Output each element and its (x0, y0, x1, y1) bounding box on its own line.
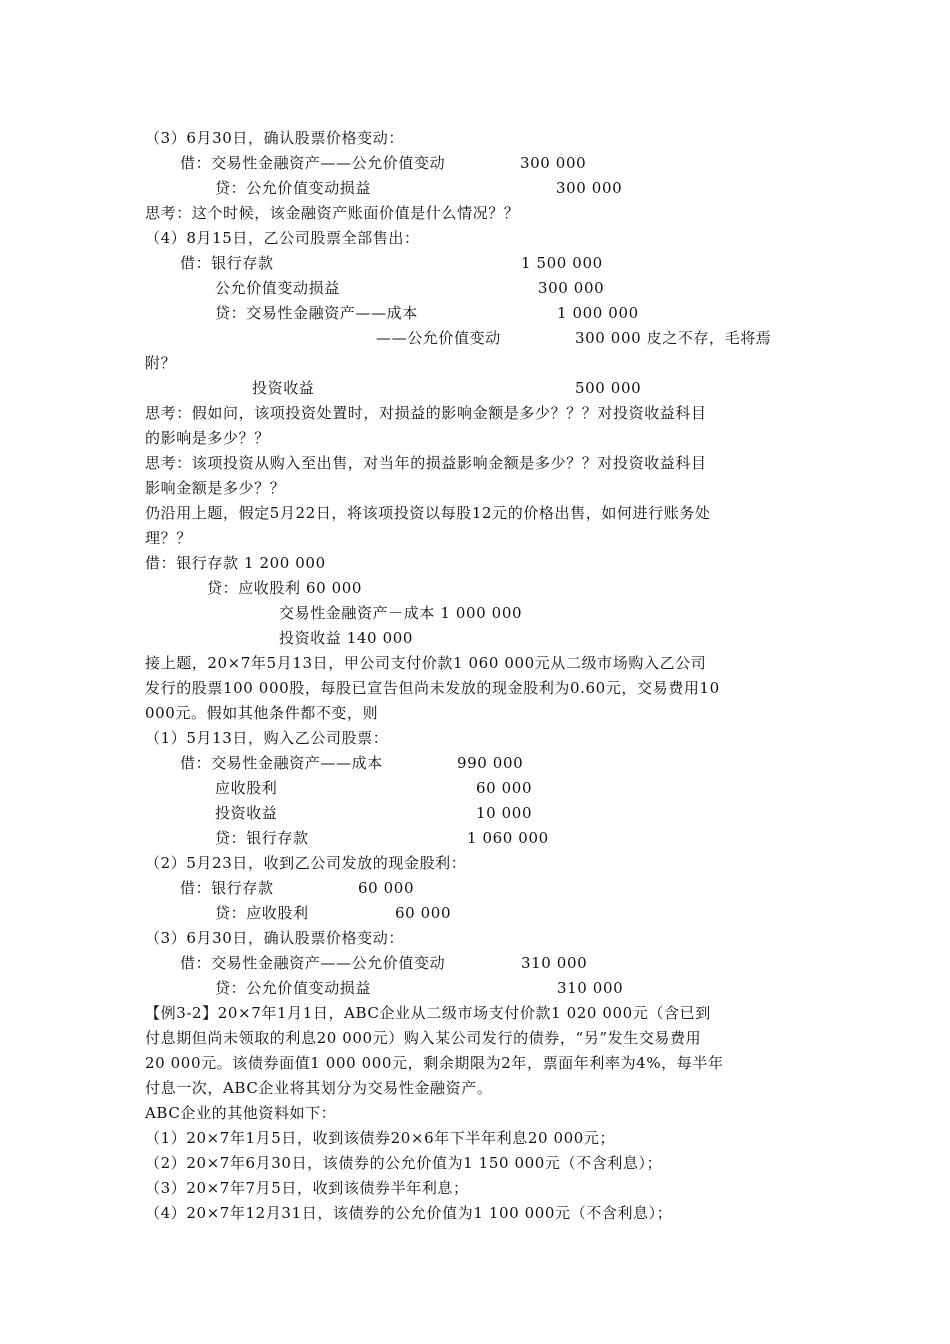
amount-text: 300 000 皮之不存，毛将焉 (575, 329, 772, 347)
text-line: 影响金额是多少？？ (145, 479, 286, 497)
text-line: （1）5月13日，购入乙公司股票： (145, 729, 389, 747)
text-line: 【例3-2】20×7年1月1日，ABC企业从二级市场支付价款1 020 000元（含已到 (145, 1004, 711, 1022)
text-line: （2）5月23日，收到乙公司发放的现金股利： (145, 854, 467, 872)
text-line: 交易性金融资产－成本 1 000 000 (279, 604, 523, 622)
text-line: 公允价值变动损益 (215, 279, 340, 297)
text-line: 投资收益 (215, 804, 278, 822)
text-line: 20 000元。该债券面值1 000 000元，剩余期限为2年，票面年利率为4%，每半年 (145, 1054, 724, 1072)
amount-text: 60 000 (358, 879, 415, 897)
text-line: 贷：公允价值变动损益 (215, 179, 372, 197)
text-line: 借：银行存款 (180, 254, 274, 272)
text-line: 思考：该项投资从购入至出售，对当年的损益影响金额是多少？？对投资收益科目 (145, 454, 707, 472)
text-line: 借：交易性金融资产——公允价值变动 (180, 154, 446, 172)
text-line: （3）6月30日，确认股票价格变动： (145, 929, 404, 947)
amount-text: 990 000 (457, 754, 524, 772)
text-line: 借：交易性金融资产——成本 (180, 754, 383, 772)
text-line: 付息期但尚未领取的利息20 000元）购入某公司发行的债券，“另”发生交易费用 (145, 1029, 702, 1047)
text-line: 贷：交易性金融资产——成本 (215, 304, 418, 322)
text-line: 000元。假如其他条件都不变，则 (145, 704, 379, 722)
text-line: 的影响是多少？？ (145, 429, 270, 447)
amount-text: 300 000 (556, 179, 623, 197)
text-line: 理？？ (145, 529, 192, 547)
text-line: （4）20×7年12月31日，该债券的公允价值为1 100 000元（不含利息）； (145, 1204, 673, 1222)
amount-text: 1 060 000 (467, 829, 549, 847)
text-line: 投资收益 (252, 379, 315, 397)
text-line: ABC企业的其他资料如下： (145, 1104, 337, 1122)
amount-text: 310 000 (521, 954, 588, 972)
amount-text: 60 000 (395, 904, 452, 922)
text-line: 应收股利 (215, 779, 278, 797)
text-line: 贷：应收股利 (215, 904, 309, 922)
text-line: 仍沿用上题，假定5月22日，将该项投资以每股12元的价格出售，如何进行账务处 (145, 504, 711, 522)
amount-text: 310 000 (557, 979, 624, 997)
text-line: 借：银行存款 1 200 000 (145, 554, 326, 572)
amount-text: 300 000 (538, 279, 605, 297)
text-line: 付息一次，ABC企业将其划分为交易性金融资产。 (145, 1079, 493, 1097)
amount-text: 1 000 000 (557, 304, 639, 322)
text-line: 思考：假如问，该项投资处置时，对损益的影响金额是多少？？？对投资收益科目 (145, 404, 707, 422)
text-line: （2）20×7年6月30日，该债券的公允价值为1 150 000元（不含利息）； (145, 1154, 663, 1172)
text-line: （4）8月15日，乙公司股票全部售出： (145, 229, 420, 247)
amount-text: 10 000 (476, 804, 533, 822)
text-line: （3）6月30日，确认股票价格变动： (145, 129, 404, 147)
text-line: 思考：这个时候，该金融资产账面价值是什么情况？？ (145, 204, 520, 222)
text-line: （3）20×7年7月5日，收到该债券半年利息； (145, 1179, 469, 1197)
amount-text: 500 000 (575, 379, 642, 397)
text-line: 贷：应收股利 60 000 (207, 579, 363, 597)
text-line: 借：交易性金融资产——公允价值变动 (180, 954, 446, 972)
text-line: 贷：公允价值变动损益 (215, 979, 372, 997)
text-line: 附？ (145, 354, 177, 372)
amount-text: 60 000 (476, 779, 533, 797)
text-line: 贷：银行存款 (215, 829, 309, 847)
text-line: 发行的股票100 000股，每股已宣告但尚未发放的现金股利为0.60元，交易费用10 (145, 679, 720, 697)
text-line: ——公允价值变动 (376, 329, 501, 347)
text-line: 投资收益 140 000 (279, 629, 413, 647)
amount-text: 300 000 (520, 154, 587, 172)
text-line: 借：银行存款 (180, 879, 274, 897)
text-line: （1）20×7年1月5日，收到该债券20×6年下半年利息20 000元； (145, 1129, 616, 1147)
amount-text: 1 500 000 (521, 254, 603, 272)
text-line: 接上题，20×7年5月13日，甲公司支付价款1 060 000元从二级市场购入乙公司 (145, 654, 707, 672)
